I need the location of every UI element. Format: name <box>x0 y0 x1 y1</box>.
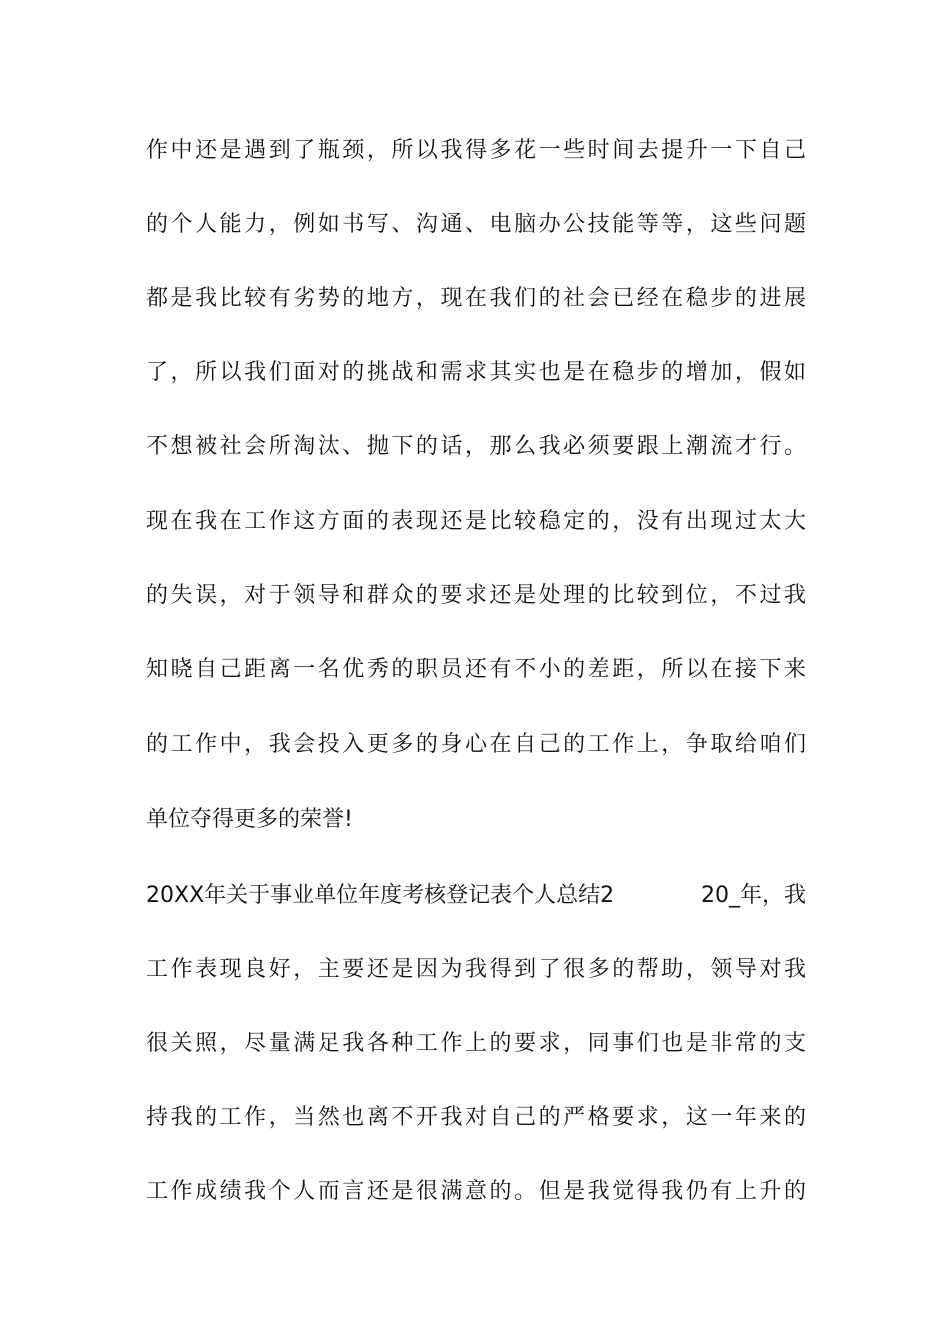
text-line: 工作表现良好，主要还是因为我得到了很多的帮助，领导对我 <box>146 957 806 982</box>
text-line: 很关照，尽量满足我各种工作上的要求，同事们也是非常的支 <box>146 1031 806 1056</box>
text-line: 现在我在工作这方面的表现还是比较稳定的，没有出现过太大 <box>146 509 806 534</box>
text-line: 了，所以我们面对的挑战和需求其实也是在稳步的增加，假如 <box>146 360 806 385</box>
text-line: 的个人能力，例如书写、沟通、电脑办公技能等等，这些问题 <box>146 212 806 237</box>
text-line: 的工作中，我会投入更多的身心在自己的工作上，争取给咱们 <box>146 732 806 757</box>
text-line: 工作成绩我个人而言还是很满意的。但是我觉得我仍有上升的 <box>146 1179 806 1204</box>
text-line: 持我的工作，当然也离不开我对自己的严格要求，这一年来的 <box>146 1105 806 1130</box>
section-title: 20XX年关于事业单位年度考核登记表个人总结2 <box>146 883 615 908</box>
text-line: 的失误，对于领导和群众的要求还是处理的比较到位，不过我 <box>146 583 806 608</box>
text-line: 知晓自己距离一名优秀的职员还有不小的差距，所以在接下来 <box>146 657 806 682</box>
text-line: 作中还是遇到了瓶颈，所以我得多花一些时间去提升一下自己 <box>146 138 806 163</box>
section-heading-row <box>146 876 806 916</box>
text-line: 不想被社会所淘汰、抛下的话，那么我必须要跟上潮流才行。 <box>146 434 806 459</box>
section-title-continuation: 20_年，我 <box>701 883 806 908</box>
text-line: 都是我比较有劣势的地方，现在我们的社会已经在稳步的进展 <box>146 286 806 311</box>
text-line: 单位夺得更多的荣誉! <box>146 807 353 832</box>
